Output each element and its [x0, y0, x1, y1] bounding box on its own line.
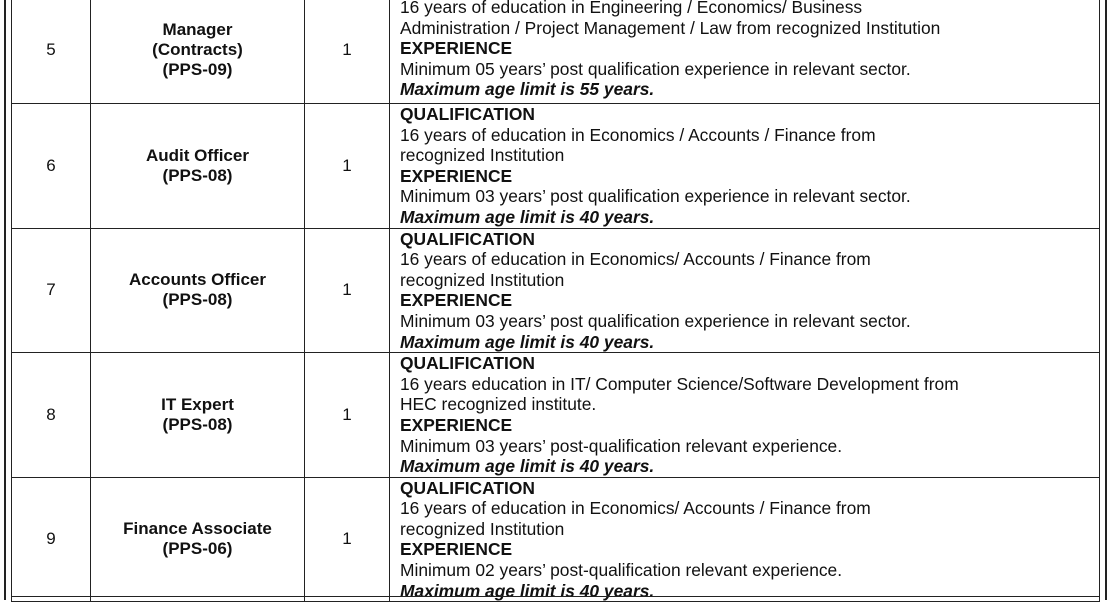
section-heading: QUALIFICATION: [400, 228, 535, 249]
age-limit: Maximum age limit is 40 years.: [400, 331, 655, 352]
requirement-line: Minimum 03 years’ post qualification experience in relevant sector.: [400, 186, 911, 207]
section-heading: QUALIFICATION: [400, 353, 535, 374]
number-of-posts: 1: [305, 0, 390, 104]
requirements-cell: [390, 353, 1100, 478]
age-limit: Maximum age limit is 40 years.: [400, 580, 655, 601]
age-limit: Maximum age limit is 40 years.: [400, 206, 655, 227]
requirement-line: Minimum 03 years’ post-qualification relevant experience.: [400, 435, 843, 456]
page-border-left: [4, 0, 6, 600]
post-name-line: Finance Associate: [123, 519, 272, 539]
requirement-line: 16 years education in IT/ Computer Science/Software Development from: [400, 373, 959, 394]
requirement-line: Minimum 02 years’ post-qualification relevant experience.: [400, 560, 843, 581]
number-of-posts: 1: [305, 228, 390, 353]
post-name-line: Accounts Officer: [129, 270, 266, 290]
number-of-posts: 1: [305, 477, 390, 602]
table-row: [12, 0, 1100, 104]
age-limit: Maximum age limit is 40 years.: [400, 456, 655, 477]
post-name-cell: [91, 0, 305, 104]
job-rows: [12, 0, 1100, 602]
requirement-line: Minimum 03 years’ post qualification experience in relevant sector.: [400, 310, 911, 331]
post-name-line: Manager: [162, 20, 233, 39]
requirement-line: 16 years of education in Economics/ Accounts / Finance from: [400, 249, 871, 270]
serial-number: 8: [12, 353, 91, 478]
requirement-line: Administration / Project Management / Law from recognized Institution: [400, 17, 941, 38]
section-heading: EXPERIENCE: [400, 165, 513, 186]
requirement-line: HEC recognized institute.: [400, 394, 597, 415]
post-name-line: (Contracts): [152, 40, 243, 59]
post-name-cell: [91, 353, 305, 478]
section-heading: EXPERIENCE: [400, 38, 513, 59]
post-name-line: (PPS-08): [162, 165, 233, 185]
requirements-cell: [390, 104, 1100, 229]
requirement-line: recognized Institution: [400, 269, 565, 290]
post-name-line: IT Expert: [161, 394, 234, 414]
post-name-cell: [91, 228, 305, 353]
requirement-line: Minimum 05 years’ post qualification experience in relevant sector.: [400, 58, 911, 79]
post-name-cell: [91, 477, 305, 602]
requirement-line: 16 years of education in Economics / Accounts / Finance from: [400, 124, 876, 145]
requirement-line: recognized Institution: [400, 518, 565, 539]
number-of-posts: 1: [305, 104, 390, 229]
requirement-line: 16 years of education in Engineering / Economics/ Business: [400, 0, 863, 17]
job-positions-table: [11, 0, 1100, 602]
table-row: [12, 228, 1100, 353]
section-heading: EXPERIENCE: [400, 290, 513, 311]
next-row-border: [11, 596, 1099, 601]
post-name-line: (PPS-09): [162, 60, 233, 79]
requirements-cell: [390, 228, 1100, 353]
serial-number: 6: [12, 104, 91, 229]
post-name-cell: [91, 104, 305, 229]
serial-number: 9: [12, 477, 91, 602]
age-limit: Maximum age limit is 55 years.: [400, 79, 655, 100]
section-heading: QUALIFICATION: [400, 477, 535, 498]
section-heading: QUALIFICATION: [400, 104, 535, 124]
requirement-line: 16 years of education in Economics/ Accounts / Finance from: [400, 498, 871, 519]
table-row: [12, 353, 1100, 478]
post-name-line: (PPS-08): [162, 414, 233, 434]
section-heading: EXPERIENCE: [400, 539, 513, 560]
serial-number: 7: [12, 228, 91, 353]
requirements-cell: [390, 477, 1100, 602]
post-name-line: (PPS-06): [162, 539, 233, 559]
table-row: [12, 477, 1100, 602]
section-heading: EXPERIENCE: [400, 414, 513, 435]
post-name-line: (PPS-08): [162, 290, 233, 310]
requirement-line: recognized Institution: [400, 145, 565, 166]
number-of-posts: 1: [305, 353, 390, 478]
post-name-line: Audit Officer: [146, 145, 249, 165]
page-border-right: [1105, 0, 1107, 600]
serial-number: 5: [12, 0, 91, 104]
requirements-cell: [390, 0, 1100, 104]
table-row: [12, 104, 1100, 229]
